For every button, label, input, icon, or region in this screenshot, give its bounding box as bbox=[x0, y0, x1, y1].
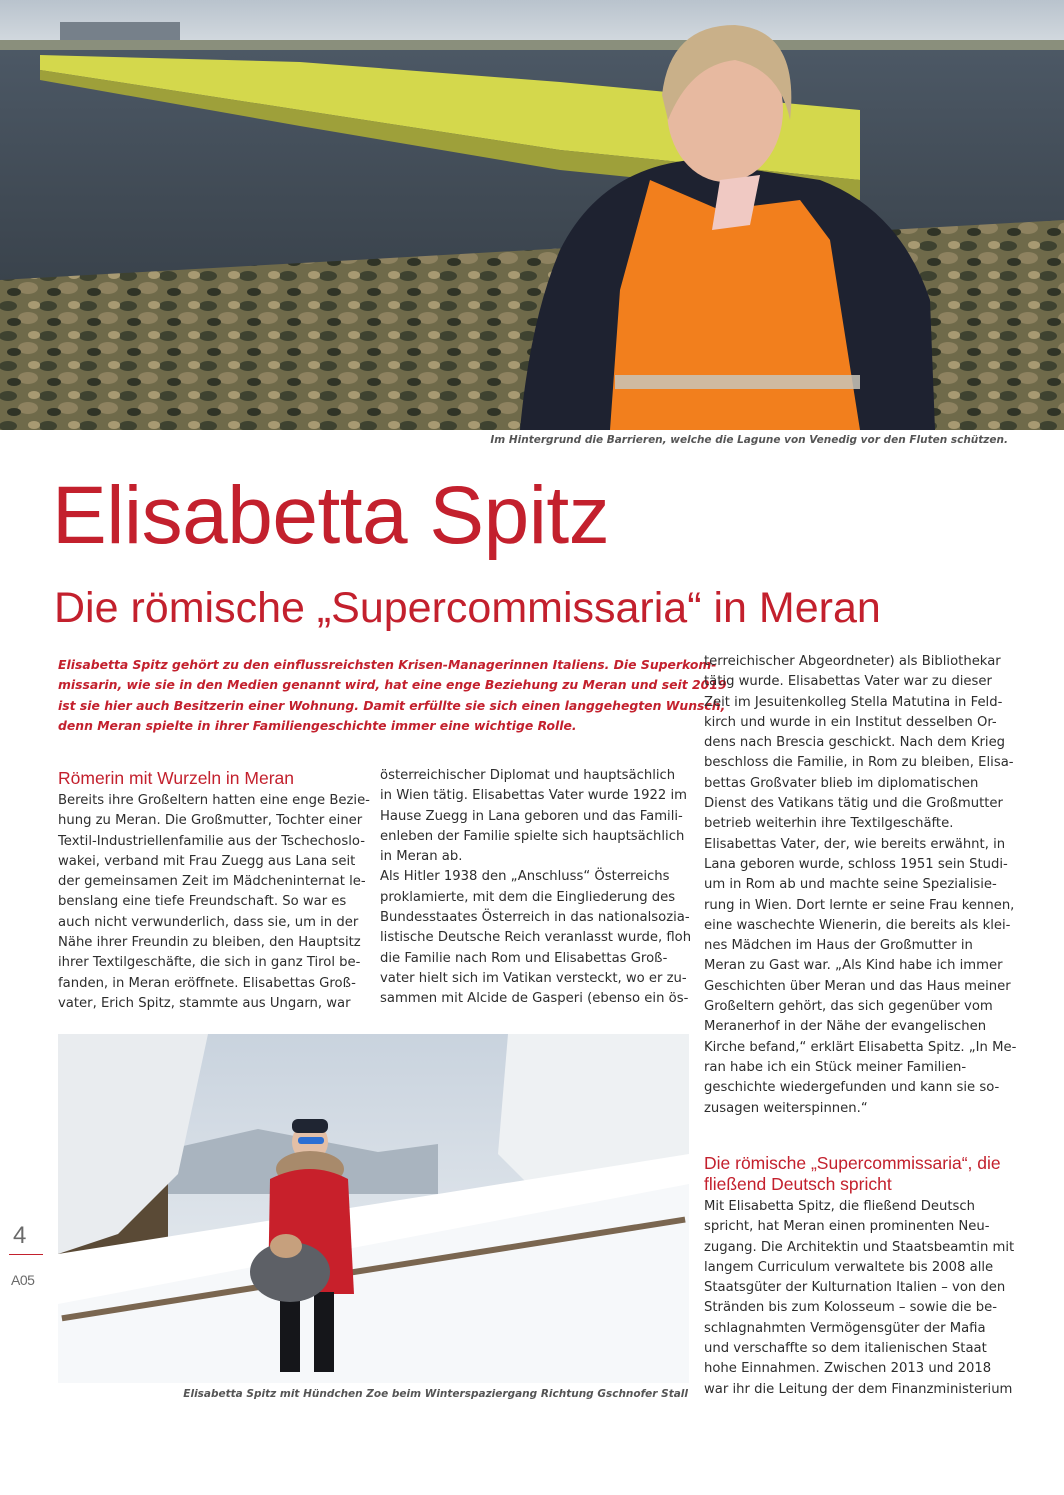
winter-photo-caption: Elisabetta Spitz mit Hündchen Zoe beim Winterspaziergang Richtung Gschnofer Stall bbox=[183, 1388, 688, 1400]
lead-line: ist sie hier auch Besitzerin einer Wohnung. Damit erfüllte sie sich einen langgehegten Wunsch, bbox=[58, 697, 726, 713]
text-line: Nähe ihrer Freundin zu bleiben, den Hauptsitz bbox=[58, 935, 361, 951]
text-line: der gemeinsamen Zeit im Mädcheninternat le- bbox=[58, 874, 366, 890]
text-line: betrieb weiterhin ihre Textilgeschäfte. bbox=[704, 816, 954, 832]
text-line: Elisabettas Vater, der, wie bereits erwähnt, in bbox=[704, 836, 1006, 852]
article-subtitle: Die römische „Supercommissaria“ in Meran bbox=[54, 584, 881, 632]
text-line: Hause Zuegg in Lana geboren und das Famili- bbox=[380, 808, 683, 824]
text-line: listische Deutsche Reich veranlasst wurde, floh bbox=[380, 930, 692, 946]
text-line: geschichte wiedergefunden und kann sie so- bbox=[704, 1080, 1000, 1096]
text-line: dens nach Brescia geschickt. Nach dem Krieg bbox=[704, 735, 1006, 751]
page-number-rule bbox=[9, 1254, 43, 1255]
text-line: kirch und wurde in ein Institut desselben Or- bbox=[704, 714, 997, 730]
text-line: Meranerhof in der Nähe der evangelischen bbox=[704, 1019, 987, 1035]
text-line: Lana geboren wurde, schloss 1951 sein Studi- bbox=[704, 856, 1008, 872]
text-line: Textil-Industriellenfamilie aus der Tschechoslo- bbox=[58, 833, 365, 849]
text-line: in Wien tätig. Elisabettas Vater wurde 1922 im bbox=[380, 788, 687, 804]
body-column-2 bbox=[380, 766, 698, 1010]
lead-paragraph bbox=[58, 655, 727, 736]
text-line: Dienst des Vatikans tätig und die Großmutter bbox=[704, 796, 1003, 812]
text-line: wakei, verband mit Frau Zuegg aus Lana seit bbox=[58, 853, 356, 869]
body-column-1 bbox=[58, 791, 376, 1014]
body-column-3 bbox=[704, 652, 1017, 1119]
lead-line: Elisabetta Spitz gehört zu den einflussreichsten Krisen-Managerinnen Italiens. Die Superkom- bbox=[58, 657, 717, 672]
text-line: ran habe ich ein Stück meiner Familien- bbox=[704, 1059, 967, 1075]
text-line: die Familie nach Rom und Elisabettas Groß- bbox=[380, 950, 668, 966]
lead-line: missarin, wie sie in den Medien genannt wird, hat eine enge Beziehung zu Meran und seit 2019 bbox=[58, 677, 727, 693]
text-line: ihrer Textilgeschäfte, die sich in ganz Tirol be- bbox=[58, 955, 361, 971]
text-line: hung zu Meran. Die Großmutter, Tochter einer bbox=[58, 813, 363, 829]
hero-caption: Im Hintergrund die Barrieren, welche die Lagune von Venedig vor den Fluten schützen. bbox=[490, 434, 1008, 446]
text-line: Großeltern gehört, das sich gegenüber vom bbox=[704, 999, 993, 1015]
body-column-3-continued bbox=[704, 1197, 1015, 1400]
text-line: Stränden bis zum Kolosseum – sowie die be- bbox=[704, 1300, 997, 1316]
text-line: sammen mit Alcide de Gasperi (ebenso ein ös- bbox=[380, 991, 689, 1007]
page-number: 4 bbox=[13, 1222, 27, 1249]
text-line: benslang eine tiefe Freundschaft. So war es bbox=[58, 894, 347, 910]
text-line: spricht, hat Meran einen prominenten Neu- bbox=[704, 1219, 990, 1235]
text-line: Zeit im Jesuitenkolleg Stella Matutina in Feld- bbox=[704, 694, 1003, 710]
text-line: und verschaffte so dem italienischen Staat bbox=[704, 1341, 987, 1357]
text-line: auch nicht verwunderlich, dass sie, um in der bbox=[58, 914, 359, 930]
text-line: beschloss die Familie, in Rom zu bleiben, Elisa- bbox=[704, 755, 1014, 771]
text-line: war ihr die Leitung der dem Finanzministerium bbox=[704, 1381, 1013, 1397]
text-line: hohe Einnahmen. Zwischen 2013 und 2018 bbox=[704, 1361, 992, 1377]
text-line: langem Curriculum verwaltete bis 2008 alle bbox=[704, 1259, 994, 1275]
issue-code: A05 bbox=[11, 1272, 35, 1288]
text-line: Staatsgüter der Kulturnation Italien – von den bbox=[704, 1280, 1006, 1296]
text-line: fanden, in Meran eröffnete. Elisabettas Groß- bbox=[58, 975, 356, 991]
heading-line: fließend Deutsch spricht bbox=[704, 1174, 892, 1194]
text-line: in Meran ab. bbox=[380, 849, 463, 865]
text-line: schlagnahmten Vermögensgüter der Mafia bbox=[704, 1320, 986, 1336]
winter-photo bbox=[58, 1034, 689, 1383]
hero-photo bbox=[0, 0, 1064, 430]
text-line: Als Hitler 1938 den „Anschluss“ Österreichs bbox=[380, 869, 670, 885]
section-heading-supercommissaria bbox=[704, 1153, 1001, 1195]
text-line: Mit Elisabetta Spitz, die fließend Deutsch bbox=[704, 1199, 976, 1214]
text-line: proklamierte, mit dem die Eingliederung des bbox=[380, 889, 676, 905]
text-line: österreichischer Diplomat und hauptsächlich bbox=[380, 768, 676, 783]
text-line: nes Mädchen im Haus der Großmutter in bbox=[704, 938, 973, 954]
text-line: Meran zu Gast war. „Als Kind habe ich immer bbox=[704, 958, 1003, 974]
text-line: eine waschechte Wienerin, die bereits als klei- bbox=[704, 917, 1011, 933]
text-line: rung in Wien. Dort lernte er seine Frau kennen, bbox=[704, 897, 1015, 913]
text-line: Geschichten über Meran und das Haus meiner bbox=[704, 978, 1011, 994]
text-line: tätig wurde. Elisabettas Vater war zu dieser bbox=[704, 674, 992, 690]
lead-line: denn Meran spielte in ihrer Familiengeschichte immer eine wichtige Rolle. bbox=[58, 717, 577, 733]
text-line: zugang. Die Architektin und Staatsbeamtin mit bbox=[704, 1239, 1015, 1255]
text-line: Kirche befand,“ erklärt Elisabetta Spitz. „In Me- bbox=[704, 1039, 1017, 1055]
text-line: Bundesstaates Österreich in das nationalsozia- bbox=[380, 910, 690, 926]
text-line: terreichischer Abgeordneter) als Bibliothekar bbox=[704, 654, 1001, 669]
article-title: Elisabetta Spitz bbox=[52, 470, 610, 561]
text-line: bettas Großvater blieb im diplomatischen bbox=[704, 775, 979, 791]
section-heading-roots: Römerin mit Wurzeln in Meran bbox=[58, 768, 294, 788]
text-line: zusagen weiterspinnen.“ bbox=[704, 1100, 868, 1116]
text-line: vater, Erich Spitz, stammte aus Ungarn, war bbox=[58, 995, 351, 1011]
text-line: Bereits ihre Großeltern hatten eine enge Bezie- bbox=[58, 793, 370, 808]
text-line: um in Rom ab und machte seine Spezialisie- bbox=[704, 877, 997, 893]
text-line: vater hielt sich im Vatikan versteckt, wo er zu- bbox=[380, 970, 687, 986]
heading-line: Die römische „Supercommissaria“, die bbox=[704, 1153, 1001, 1173]
text-line: enleben der Familie spielte sich hauptsächlich bbox=[380, 828, 685, 844]
